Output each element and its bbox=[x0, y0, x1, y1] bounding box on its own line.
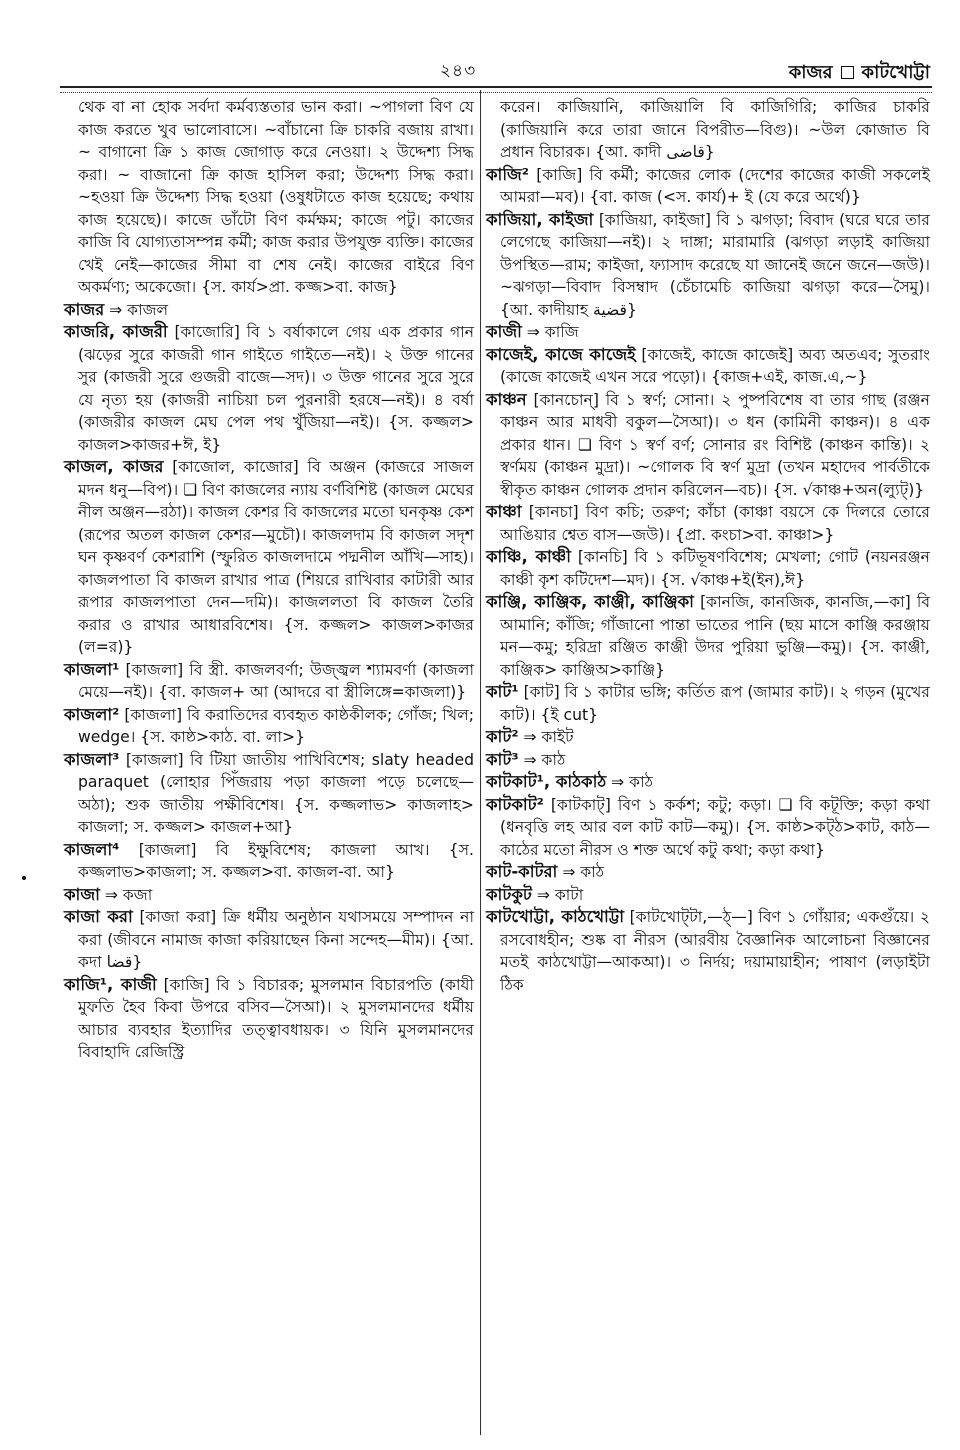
entry-headword: কাটকাট² bbox=[486, 794, 544, 814]
dictionary-entry bbox=[486, 681, 930, 726]
entry-definition: থেক বা না হোক সর্বদা কর্মব্যস্ততার ভান করা। ~পাগলা বিণ যে কাজ করতে খুব ভালোবাসে। ~বাঁচানো ক্রি চাকরি বজায় রাখা। ~ বাগানো ক্রি ১ কাজ জোগাড় করে নেওয়া। ২ উদ্দেশ্য সিদ্ধ করা। ~ বাজানো ক্রি কাজ হাসিল করা; উদ্দেশ্য সিদ্ধ করা। ~হওয়া ক্রি উদ্দেশ্য সিদ্ধ হওয়া (ওষুধটাতে কাজ হয়েছে; কথায় কাজ হয়েছে)। কাজে ডাঁটো বিণ কর্মক্ষম; কাজে পটু। কাজের কাজি বি যোগ্যতাসম্পন্ন কর্মী; কাজ করার উপযুক্ত ব্যক্তি। কাজের খেই নেই—কাজের সীমা বা শেষ নেই। কাজের বাইরে বিণ অকর্মণ্য; অকেজো। {স. কার্য>প্রা. কজ্জ>বা. কাজ} bbox=[78, 98, 474, 296]
dictionary-entry bbox=[486, 321, 930, 344]
entry-definition: ⇒ কাঠ bbox=[611, 773, 653, 791]
dictionary-entry bbox=[64, 704, 474, 749]
entry-headword: কাজি¹, কাজী bbox=[64, 974, 157, 994]
dictionary-entry bbox=[64, 456, 474, 659]
entry-headword: কাটখোট্টা, কাঠখোট্টা bbox=[486, 907, 625, 926]
header-rule bbox=[60, 86, 932, 93]
entry-headword: কাঞ্চি, কাঞ্চী bbox=[486, 547, 571, 566]
entry-definition: [কাজিয়া, কাইজা] বি ১ ঝগড়া; বিবাদ (ঘরে ঘরে তার লেগেছে কাজিয়া—নই)। ২ দাঙ্গা; মারামারি (ঝগড়া লড়াই কাজিয়া উপস্থিত—রাম; কাইজা, ফ্যাসাদ করেছে যা জানেই জনে জনে—জউ)। ~ঝগড়া—বিবাদ বিসম্বাদ (চেঁচামেচি কাজিয়া ঝগড়া করে—সৈমু)। {আ. কাদীয়াহ قضية} bbox=[500, 210, 930, 319]
entry-headword: কাজিয়া, কাইজা bbox=[486, 209, 594, 229]
page-number: ২৪৩ bbox=[440, 61, 477, 81]
entry-definition: করেন। কাজিয়ানি, কাজিয়ালি বি কাজিগিরি; কাজির চাকরি (কাজিয়ানি করে তারা জানে বিপরীত—বিগু)। ~উল কোজাত বি প্রধান বিচারক। {আ. কাদী قاضی} bbox=[500, 98, 930, 161]
entry-headword: কাঞ্চন bbox=[486, 389, 527, 409]
entry-definition: [কাজি] বি কর্মী; কাজের লোক (দেশের কাজের কাজী সকলেই আমরা—মব)। {বা. কাজ (<স. কার্য)+ ই (যে করে অর্থে)} bbox=[500, 165, 930, 206]
entry-definition: ⇒ কাঠ bbox=[523, 750, 566, 769]
entry-headword: কাজলা⁴ bbox=[64, 839, 120, 859]
guide-word-last: কাটখোট্টা bbox=[861, 62, 930, 83]
entry-definition: ⇒ কাটা bbox=[536, 885, 584, 904]
margin-dot bbox=[22, 876, 26, 880]
entry-definition: ⇒ কাইট bbox=[523, 728, 574, 746]
dictionary-entry bbox=[486, 906, 930, 996]
entry-headword: কাট² bbox=[486, 727, 519, 746]
entry-definition: [কাজোরি] বি ১ বর্ষাকালে গেয় এক প্রকার গান (ঝড়ের সুরে কাজরী গান গাইতে গাইতে—নই)। ২ উক্ত গানের সুর (কাজরী সুরে গুজরী বাজে—সদ)। ৩ উক্ত গানের সুরে সুরে যে নৃত্য হয় (কাজরী নাচিয়া চল পুরনারী হরষে—নই)। ৪ বর্ষা (কাজরীর কাজল মেঘ পেল পথ খুঁজিয়া—নই)। {স. কজ্জল> কাজল>কাজর+ঈ, ই} bbox=[78, 323, 474, 454]
entry-definition: ⇒ কাজি bbox=[526, 323, 579, 341]
right-column bbox=[486, 96, 930, 996]
dictionary-entry bbox=[64, 839, 474, 884]
dictionary-entry bbox=[64, 659, 474, 704]
entry-headword: কাটকাট¹, কাঠকাঠ bbox=[486, 772, 607, 791]
dictionary-entry bbox=[64, 749, 474, 839]
entry-headword: কাজি² bbox=[486, 164, 530, 184]
entry-headword: কাজী bbox=[486, 322, 522, 341]
entry-definition: [কাজেই, কাজে কাজেই] অব্য অতএব; সুতরাং (কাজে কাজেই এখন সরে পড়ো)। {কাজ+এই, কাজ.এ,~} bbox=[500, 345, 930, 386]
dictionary-entry bbox=[64, 906, 474, 974]
entry-headword: কাঞ্চা bbox=[486, 502, 522, 521]
entry-headword: কাজর bbox=[64, 299, 105, 319]
entry-headword: কাজলা² bbox=[64, 704, 120, 724]
dictionary-entry bbox=[486, 96, 930, 164]
entry-definition: [কাজলা] বি টিয়া জাতীয় পাখিবিশেষ; slaty headed paraquet (লোহার পিঁজরায় পড়া কাজলা পড়ে চলেছে—অঠা); শুক জাতীয় পক্ষীবিশেষ। {স. কজ্জলাভ> কাজলাহ> কাজলা; স. কজ্জল> কাজল+আ} bbox=[78, 750, 474, 836]
entry-definition: [কানজি, কানজিক, কানজি,—কা] বি আমানি; কাঁজি; গাঁজানো পান্তা ভাতের পানি (ছয় মাসে কাঞ্জি করঞ্জায় মন—কমু; হরিদ্রা রঞ্জিত কাঞ্জী উদর পুরিয়া ভুঞ্জি—কমু)। {স. কাঞ্জী, কাঞ্জিক> কাঞ্জিঅ>কাঞ্জি} bbox=[500, 593, 930, 679]
entry-definition: [কানচি] বি ১ কটিভূষণবিশেষ; মেখলা; গোট (নয়নরঞ্জন কাঞ্চী কৃশ কটিদেশ—মদ)। {স. √কাঞ্চ+ই(ইন),ঈ} bbox=[500, 548, 930, 589]
entry-definition: [কানচোন্] বি ১ স্বর্ণ; সোনা। ২ পুষ্পবিশেষ বা তার গাছ (রঞ্জন কাঞ্চন আর মাধবী বকুল—সৈআ)। ৩ ধন (কামিনী কাঞ্চন)। ৪ এক প্রকার ধান। ❏ বিণ ১ স্বর্ণ বর্ণ; সোনার রং বিশিষ্ট (কাঞ্চন কান্তি)। ২ স্বর্ণময় (কাঞ্চন মুদ্রা)। ~গোলক বি স্বর্ণ মুদ্রা (তখন মহাদেব পার্বতীকে স্বীকৃত কাঞ্চন গোলক প্রদান করিলেন—বচ)। {স. √কাঞ্চ+অন(ল্যুট্)} bbox=[500, 390, 930, 499]
dictionary-entry bbox=[486, 501, 930, 546]
entry-headword: কাজল, কাজর bbox=[64, 457, 164, 476]
entry-headword: কাজরি, কাজরী bbox=[64, 322, 168, 341]
dictionary-entry bbox=[486, 884, 930, 907]
entry-headword: কাজলা³ bbox=[64, 749, 120, 769]
dictionary-entry bbox=[486, 591, 930, 681]
guide-words bbox=[789, 58, 930, 89]
entry-definition: ⇒ কাঠ bbox=[562, 863, 605, 881]
dictionary-entry bbox=[486, 546, 930, 591]
entry-headword: কাট³ bbox=[486, 749, 519, 769]
entry-headword: কাজলা¹ bbox=[64, 659, 120, 679]
dictionary-entry bbox=[486, 726, 930, 749]
dictionary-entry bbox=[486, 209, 930, 322]
dictionary-entry bbox=[486, 771, 930, 794]
entry-definition: [কাজা করা] ক্রি ধর্মীয় অনুষ্ঠান যথাসময়ে সম্পাদন না করা (জীবনে নামাজ কাজা করিয়াছেন কিনা সন্দেহ—মীম)। {আ. কদা قضا} bbox=[78, 908, 474, 971]
dictionary-entry bbox=[486, 749, 930, 772]
dictionary-entry bbox=[486, 389, 930, 502]
dictionary-entry bbox=[64, 974, 474, 1064]
dictionary-entry bbox=[64, 321, 474, 456]
entry-definition: [কাজি] বি ১ বিচারক; মুসলমান বিচারপতি (কাযী মুফতি হৈব কিবা উপরে বসিব—সৈআ)। ২ মুসলমানদের ধর্মীয় আচার ব্যবহার ইত্যাদির তত্ত্বাবধায়ক। ৩ যিনি মুসলমানদের বিবাহাদি রেজিস্ট্রি bbox=[78, 975, 474, 1061]
entry-definition: [কাজলা] বি স্ত্রী. কাজলবর্ণা; উজ্জ্বল শ্যামবর্ণা (কাজলা মেয়ে—নই)। {বা. কাজল+ আ (আদরে বা স্ত্রীলিঙ্গে=কাজলা)} bbox=[78, 660, 474, 701]
entry-definition: [কাজলা] বি করাতিদের ব্যবহৃত কাষ্ঠকীলক; গোঁজ; খিল; wedge। {স. কাষ্ঠ>কাঠ. বা. লা>} bbox=[78, 705, 474, 746]
left-column bbox=[64, 96, 474, 1064]
entry-definition: [কাট] বি ১ কাটার ভঙ্গি; কর্তিত রূপ (জামার কাট)। ২ গড়ন (মুখের কাট)। {ই cut} bbox=[500, 683, 930, 724]
entry-definition: [কাটকাট্] বিণ ১ কর্কশ; কটু; কড়া। ❏ বি কটূক্তি; কড়া কথা (ধনবৃত্তি লহ আর বল কাট কাট—কমু)। {স. কাষ্ঠ>কট্ঠ>কাট, কাঠ—কাঠের মতো নীরস ও শক্ত অর্থে কটু কথা; কড়া কথা} bbox=[500, 795, 930, 859]
entry-headword: কাজা করা bbox=[64, 907, 133, 926]
dictionary-entry bbox=[486, 164, 930, 209]
entry-headword: কাজা bbox=[64, 884, 100, 904]
entry-definition: [কানচা] বিণ কচি; তরুণ; কাঁচা (কাঞ্চা বয়সে কে দিলরে তোরে আঙিয়ার শ্বেত বাস—জউ)। {প্রা. কংচা>বা. কাঞ্চা>} bbox=[500, 503, 930, 544]
guide-word-first: কাজর bbox=[788, 62, 833, 83]
entry-definition: [কাটখোট্‌টা,—ঠ্—] বিণ ১ গোঁয়ার; একগুঁয়ে। ২ রসবোধহীন; শুষ্ক বা নীরস (আরবীয় বৈজ্ঞানিক আলোচনা বিজ্ঞানের মতই কাঠখোট্টা—আকআ)। ৩ নির্দয়; দয়ামায়াহীন; পাষাণ (লড়াইটা ঠিক bbox=[500, 908, 930, 994]
entry-headword: কাট¹ bbox=[486, 682, 519, 701]
entry-headword: কাজেই, কাজে কাজেই bbox=[486, 344, 636, 364]
column-divider bbox=[480, 90, 481, 1435]
dictionary-entry bbox=[64, 884, 474, 907]
guide-separator-icon bbox=[841, 66, 854, 79]
entry-definition: [কাজলা] বি ইক্ষুবিশেষ; কাজলা আখ। {স. কজ্জলাভ>কাজলা; স. কজ্জল>বা. কাজল-বা. আ} bbox=[78, 840, 474, 881]
entry-definition: [কাজোল, কাজোর] বি অঞ্জন (কাজরে সাজল মদন ধনু—বিপ)। ❏ বিণ কাজলের ন্যায় বর্ণবিশিষ্ট (কাজল মেঘের নীল অঞ্জন—রঠা)। কাজল কেশর বি কাজলের মতো ঘনকৃষ্ণ কেশ (রূপের অতল কাজল কেশর—মুচৌ)। কাজলদাম বি কাজল সদৃশ ঘন কৃষ্ণবর্ণ কেশরাশি (স্ফুরিত কাজলদামে পদ্মনীল আঁখি—সাহ)। কাজলপাতা বি কাজল রাখার পাত্র (শিয়রে রাখিবার কাটারী আর রূপার কাজলপাতা দেন—দমি)। কাজললতা বি কাজল তৈরি করার ও রাখার আধারবিশেষ। {স. কজ্জল> কাজল>কাজর (ল=র)} bbox=[78, 458, 474, 656]
entry-headword: কাঞ্জি, কাঞ্জিক, কাঞ্জী, কাঞ্জিকা bbox=[486, 592, 694, 611]
entry-definition: ⇒ কাজল bbox=[109, 300, 169, 319]
entry-definition: ⇒ কজা bbox=[104, 885, 153, 904]
entry-headword: কাট-কাটরা bbox=[486, 862, 558, 881]
dictionary-entry bbox=[64, 299, 474, 322]
entry-headword: কাটকুট bbox=[486, 884, 532, 904]
dictionary-entry bbox=[64, 96, 474, 299]
dictionary-entry bbox=[486, 794, 930, 862]
dictionary-entry bbox=[486, 861, 930, 884]
dictionary-entry bbox=[486, 344, 930, 389]
